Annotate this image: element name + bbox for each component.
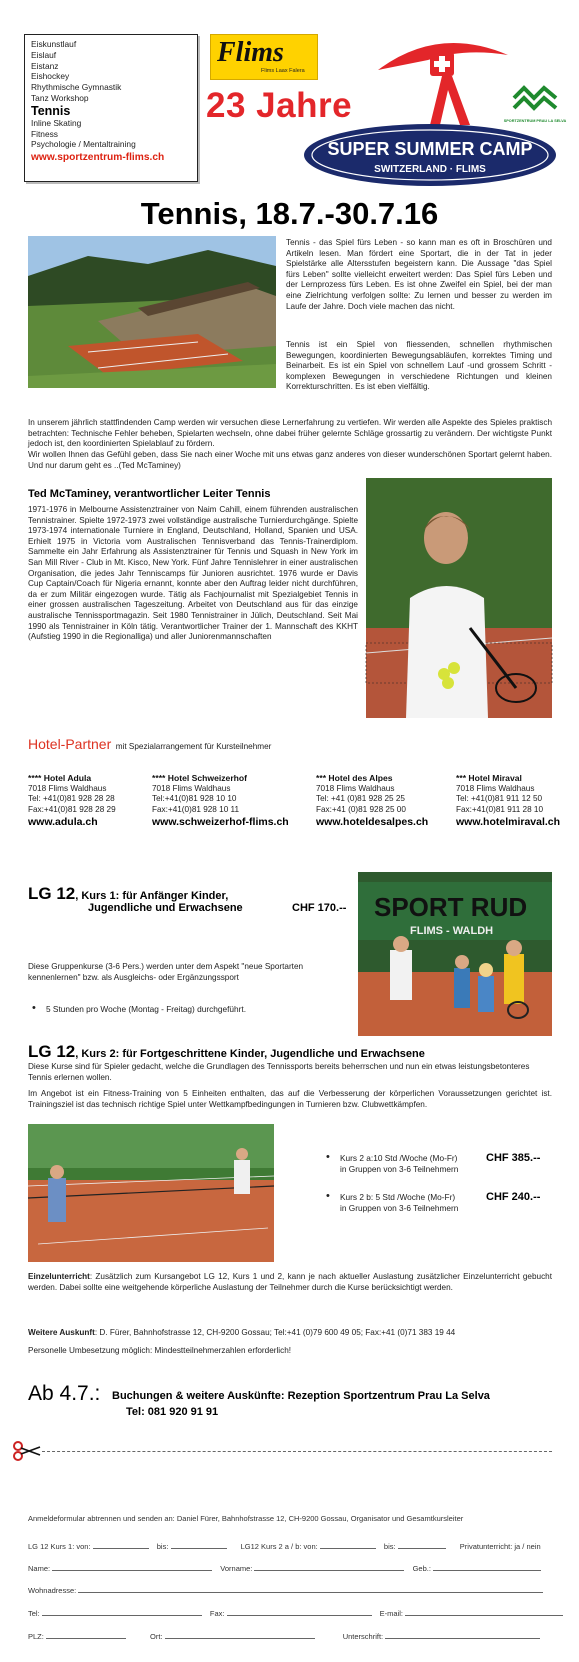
course2a-option (340, 1153, 460, 1175)
hotel-address: 7018 Flims Waldhaus (28, 783, 107, 793)
course2-to-field[interactable] (398, 1541, 446, 1549)
course2a-price: CHF 385.-- (486, 1152, 541, 1164)
course1-title-line2: Jugendliche und Erwachsene (88, 902, 243, 914)
hotel-partner-heading (28, 736, 271, 754)
course2b-option (340, 1192, 460, 1214)
kids-group-photo (358, 872, 552, 1036)
course2-heading (28, 1042, 425, 1062)
form-intro: Anmeldeformular abtrennen und senden an: Daniel Fürer, Bahnhofstrasse 12, CH-9200 Gossau, Organisator und Gesamtkursleiter (28, 1514, 464, 1523)
sports-list-item: Tanz Workshop (31, 92, 89, 103)
sports-list-item: Eistanz (31, 60, 59, 71)
intro-paragraph-3: In unserem jährlich stattfindenden Camp werden wir versuchen diese Lernerfahrung zu vertiefen. Wir werden alle Aspekte des Spieles praktisch betrachten: Technische Fehler beheben, Spielarten wechseln, ohne dabei früher gelernte Schläge grossartig zu verändern. Der wichtigste Punkt jedoch ist, den koordinierten Spielablauf zu fördern. (28, 418, 552, 449)
sports-list-item: Eiskunstlauf (31, 39, 77, 49)
course1-description: Diese Gruppenkurse (3-6 Pers.) werden unter dem Aspekt "neue Sportarten kennenlernen" bzw. als Ausgleichs- oder Ergänzungssport (28, 962, 304, 982)
hotel-card-des-alpes (316, 773, 456, 828)
prau-logo-text: SPORTZENTRUM PRAU LA SELVA (503, 119, 567, 123)
hotel-partner-title: Hotel-Partner (28, 736, 112, 752)
hotel-partner-subtitle: mit Spezialarrangement für Kursteilnehmer (115, 742, 272, 751)
name-label: Name: (28, 1564, 51, 1573)
booking-info: Buchungen & weitere Auskünfte: Rezeption Sportzentrum Prau La Selva (112, 1390, 490, 1402)
hotel-website-link[interactable]: www.hoteldesalpes.ch (316, 816, 429, 829)
private-lessons-paragraph (28, 1272, 552, 1293)
name-field[interactable] (52, 1563, 212, 1571)
course2-to-label: bis: (383, 1542, 396, 1551)
hotel-fax: Fax:+41(0)81 911 28 10 (456, 804, 544, 814)
course1-from-label: LG 12 Kurs 1: von: (28, 1542, 91, 1551)
course1-to-label: bis: (156, 1542, 169, 1551)
cut-line (42, 1451, 552, 1452)
fax-label: Fax: (209, 1609, 225, 1618)
hotel-website-link[interactable]: www.adula.ch (28, 816, 98, 829)
signature-field[interactable] (385, 1631, 540, 1639)
camp-swoosh-figure (368, 30, 518, 130)
leader-heading: Ted McTaminey, verantwortlicher Leiter Tennis (28, 488, 271, 500)
hotel-card-miraval (456, 773, 572, 828)
course2-title: , Kurs 2: für Fortgeschrittene Kinder, Jugendliche und Erwachsene (75, 1048, 425, 1060)
hotel-address: 7018 Flims Waldhaus (152, 783, 231, 793)
postcode-field[interactable] (46, 1631, 126, 1639)
form-row-name (28, 1563, 541, 1573)
form-row-contact (28, 1608, 563, 1618)
hotel-address: 7018 Flims Waldhaus (316, 783, 395, 793)
private-lessons-text: : Zusätzlich zum Kursangebot LG 12, Kurs 1 und 2, kann je nach aktueller Auslastung zusätzlicher Einzelunterricht gebucht werden. Dabei sollte eine weitgehende körperliche Auslastung der Teilnehmer durch die Kurse berücksichtigt werden. (28, 1272, 552, 1292)
course2-paragraph-2: Im Angebot ist ein Fitness-Training von 5 Einheiten enthalten, das auf die Verbesserung der körperlichen Voraussetzungen gerichtet ist. Trainingsziel ist das technisch richtige Spiel unter Wettkampfbedingungen in Turnieren bzw. Clubwettkämpfen. (28, 1089, 552, 1109)
birthdate-label: Geb.: (412, 1564, 431, 1573)
booking-from-date: Ab 4.7.: (28, 1382, 101, 1405)
super-summer-camp-badge (302, 122, 558, 188)
intro-paragraph-2: Tennis ist ein Spiel von fliessenden, schnellen rhythmischen Bewegungen, koordinierten Bewegungsabläufen, korrektes Timing und Beinarbeit. Es ist ein Spiel von schnellem Lauf -und grossem Schritt - komplexen Bewegungen in verschiedene Richtungen und kleinen Korrekturschritten. Es ist eben vielfältig. (286, 340, 552, 392)
course2-lg-code: LG 12 (28, 1042, 76, 1061)
course1-heading (28, 884, 228, 904)
page-title: Tennis, 18.7.-30.7.16 (140, 196, 439, 231)
sports-list (31, 39, 191, 150)
course1-schedule-bullet: • 5 Stunden pro Woche (Montag - Freitag) durchgeführt. (46, 1004, 346, 1015)
course1-lg-code: LG 12 (28, 884, 76, 903)
hotel-card-schweizerhof (152, 773, 292, 828)
first-name-label: Vorname: (220, 1564, 253, 1573)
address-label: Wohnadresse: (28, 1586, 77, 1595)
form-row-location (28, 1631, 540, 1641)
form-row-address (28, 1585, 543, 1595)
hotel-fax: Fax:+41 (0)81 928 25 00 (316, 804, 406, 814)
course1-from-field[interactable] (93, 1541, 149, 1549)
sports-list-item: Eislauf (31, 49, 57, 60)
sports-list-item: Eishockey (31, 71, 70, 82)
hotel-fax: Fax:+41(0)81 928 10 11 (152, 804, 240, 814)
sports-list-item: Inline Skating (31, 117, 82, 128)
hotel-name: **** Hotel Schweizerhof (152, 773, 248, 783)
flims-logo-subtitle: Flims Laax Falera (261, 68, 305, 74)
coach-photo (366, 478, 552, 718)
postcode-label: PLZ: (28, 1632, 44, 1641)
hotel-tel: Tel: +41(0)81 911 12 50 (456, 794, 543, 804)
email-label: E-mail: (379, 1609, 403, 1618)
course2a-group: in Gruppen von 3-6 Teilnehmern (340, 1164, 459, 1174)
flims-logo-word: Flims (217, 37, 284, 68)
sports-list-box (24, 34, 198, 182)
course2-paragraph-1: Diese Kurse sind für Spieler gedacht, welche die Grundlagen des Tennissports bereits beherrschen und nun ein etwas leistungsbetonteres Tennis erlernen wollen. (28, 1062, 530, 1082)
intro-paragraph-4: Wir wollen Ihnen das Gefühl geben, dass Sie nach einer Woche mit uns etwas ganz anderes von dieser wunderschönen Sportart gelernt haben. Und nur darum geht es ..(Ted McTaminey) (28, 450, 552, 470)
course2-from-label: LG12 Kurs 2 a / b: von: (240, 1542, 318, 1551)
training-court-photo (28, 1124, 274, 1262)
birthdate-field[interactable] (433, 1563, 541, 1571)
city-label: Ort: (150, 1632, 163, 1641)
leader-bio: 1971-1976 in Melbourne Assistenztrainer von Naim Cahill, einem führenden australischen Tennistrainer. Spielte 1972-1973 zwei vollständige australische Turnierdurchgänge. Spielte 1973-1974 internationale Turniere in England, Deutschland, Holland, Spanien und USA. Erhielt 1975 in Victoria vom Australischen Tennisverband das Tennis-Trainerdiplom. Sammelte ein Jahr Erfahrung als Assistenztrainer für Tennis und Squash in New York im San Mill River - Club in Mt. Kisco, New York. Fünf Jahre Tennislehrer in einer australischen Organisation, die jedes Jahr Tenniscamps für Junioren ausrichtet. 1976 wurde er Davis Cup Captain/Coach für Nigeria ernannt, konnte aber den Auftrag leider nicht durchführen, da er zum Militär eingezogen wurde. Tätig als Fachjournalist mit Spezialgebiet Tennis in einer grossen australischen Tageszeitung. Arbeitet von Deutschland aus für das einzige australische Tennissportmagazin. Seit 1980 Tennistrainer in Jülich, Deutschland. Seit Mai 1990 als Tennistrainer in Köln tätig. Verantwortlicher Trainer der 1. Mannschaft des KKHT (Aufstieg 1990 in die Regionalliga) und aller Juniorenmannschaften (28, 505, 358, 642)
form-row-courses (28, 1541, 541, 1551)
city-field[interactable] (165, 1631, 315, 1639)
hotel-fax: Fax:+41(0)81 928 28 29 (28, 804, 116, 814)
hotel-website-link[interactable]: www.hotelmiraval.ch (456, 816, 561, 829)
course1-price: CHF 170.-- (292, 902, 347, 914)
hotel-tel: Tel:+41(0)81 928 10 10 (152, 794, 237, 804)
hotel-website-link[interactable]: www.schweizerhof-flims.ch (152, 816, 289, 829)
course2b-group: in Gruppen von 3-6 Teilnehmern (340, 1203, 459, 1213)
private-lessons-choice[interactable]: Privatunterricht: ja / nein (459, 1542, 541, 1551)
email-field[interactable] (405, 1608, 563, 1616)
private-lessons-label: Einzelunterricht (28, 1272, 90, 1281)
flims-logo (210, 34, 318, 80)
address-field[interactable] (78, 1585, 543, 1593)
years-headline: 23 Jahre (206, 86, 353, 125)
sports-list-item: Psychologie / Mentaltraining (31, 139, 136, 150)
contact-text: : D. Fürer, Bahnhofstrasse 12, CH-9200 Gossau; Tel:+41 (0)79 600 49 05; Fax:+41 (0)71 383 19 44 (94, 1328, 456, 1337)
hotel-tel: Tel: +41(0)81 928 28 28 (28, 794, 115, 804)
fax-field[interactable] (227, 1608, 372, 1616)
course2a-hours: • Kurs 2 a:10 Std /Woche (Mo-Fr) (340, 1153, 458, 1163)
intro-paragraph-1: Tennis - das Spiel fürs Leben - so kann man es oft in Broschüren und Artikeln lesen. Man fördert eine Sportart, die in der Tat in jeder Spielstärke alle Altersstufen begeistern kann. Die Aussage "das Spiel fürs Leben" sollte vielleicht erweitert werden: Das Spiel fürs Leben und der Lernprozess fürs Leben. Es ist ohne Zweifel ein Spiel, bei der man eine Zielrichtung verfolgen sollte: Zu lernen und besser zu werden im Laufe der Jahre. Doch viele machen das nicht. (286, 238, 552, 311)
hotel-card-adula (28, 773, 168, 828)
photo-sign-line1: SPORT RUD (374, 892, 528, 922)
course2b-hours: • Kurs 2 b: 5 Std /Woche (Mo-Fr) (340, 1192, 456, 1202)
course2-from-field[interactable] (320, 1541, 376, 1549)
tel-field[interactable] (42, 1608, 202, 1616)
hotel-name: **** Hotel Adula (28, 773, 92, 783)
first-name-field[interactable] (254, 1563, 404, 1571)
contact-note: Personelle Umbesetzung möglich: Mindestteilnehmerzahlen erforderlich! (28, 1346, 292, 1355)
course1-to-field[interactable] (171, 1541, 227, 1549)
photo-sign-line2: FLIMS - WALDH (410, 925, 494, 937)
contact-label: Weitere Auskunft (28, 1328, 95, 1337)
camp-badge-line2: SWITZERLAND · FLIMS (374, 164, 486, 175)
tennis-center-photo (28, 236, 276, 388)
sportzentrum-website-link[interactable]: www.sportzentrum-flims.ch (31, 152, 165, 164)
hotel-address: 7018 Flims Waldhaus (456, 783, 535, 793)
booking-phone: Tel: 081 920 91 91 (126, 1406, 219, 1418)
sports-list-item: Rhythmische Gymnastik (31, 82, 122, 93)
contact-line (28, 1328, 558, 1339)
sports-list-item: Fitness (31, 128, 58, 139)
hotel-name: *** Hotel des Alpes (316, 773, 393, 783)
hotel-tel: Tel: +41 (0)81 928 25 25 (316, 794, 405, 804)
course2b-price: CHF 240.-- (486, 1191, 541, 1203)
camp-badge-line1: SUPER SUMMER CAMP (327, 139, 533, 159)
scissors-icon (12, 1440, 42, 1462)
signature-label: Unterschrift: (342, 1632, 384, 1641)
sports-list-item: Tennis (31, 103, 71, 118)
course1-title: , Kurs 1: für Anfänger Kinder, (75, 890, 229, 902)
hotel-name: *** Hotel Miraval (456, 773, 522, 783)
prau-la-selva-logo (503, 82, 567, 126)
tel-label: Tel: (28, 1609, 40, 1618)
